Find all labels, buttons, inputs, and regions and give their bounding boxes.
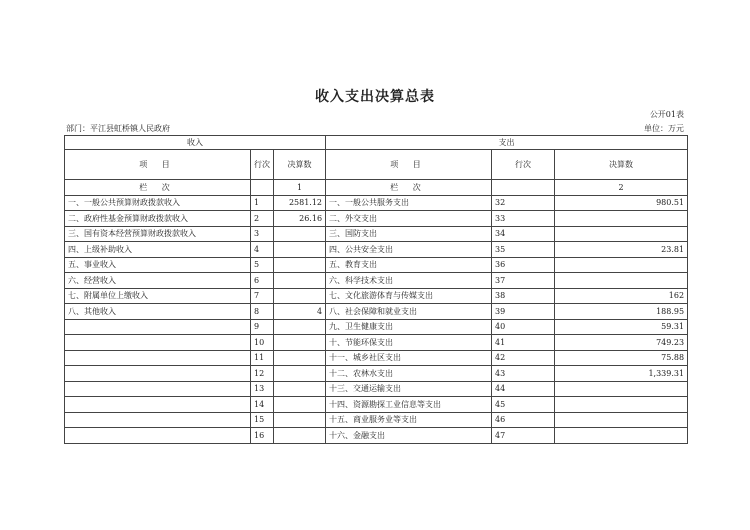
expense-item-cell: 八、社会保障和就业支出	[326, 304, 492, 320]
income-line-cell: 15	[251, 412, 274, 428]
expense-item-cell: 十、节能环保支出	[326, 335, 492, 351]
form-number: 公开01表	[649, 110, 684, 119]
expense-amount-cell	[555, 273, 688, 289]
income-line-cell: 1	[251, 195, 274, 211]
table-row	[65, 381, 688, 397]
expense-line-cell: 45	[492, 397, 555, 413]
expense-line-cell: 35	[492, 242, 555, 258]
income-item-cell	[65, 350, 251, 366]
income-item-cell: 二、政府性基金预算财政拨款收入	[65, 211, 251, 227]
table-row	[65, 195, 688, 211]
income-line-cell: 4	[251, 242, 274, 258]
expense-column-index: 2	[555, 180, 688, 196]
income-column-label: 栏 次	[65, 180, 251, 196]
income-item-cell: 八、其他收入	[65, 304, 251, 320]
income-line-cell: 13	[251, 381, 274, 397]
expense-line-cell: 39	[492, 304, 555, 320]
income-amount-cell	[274, 242, 326, 258]
expense-item-cell: 七、文化旅游体育与传媒支出	[326, 288, 492, 304]
table-row	[65, 242, 688, 258]
income-item-cell: 六、经营收入	[65, 273, 251, 289]
income-amount-cell	[274, 226, 326, 242]
income-line-cell: 3	[251, 226, 274, 242]
section-header-row	[65, 136, 688, 150]
income-amount-cell	[274, 257, 326, 273]
income-item-cell	[65, 319, 251, 335]
income-amount-cell	[274, 350, 326, 366]
expense-line-cell: 42	[492, 350, 555, 366]
expense-line-cell: 36	[492, 257, 555, 273]
expense-item-cell: 五、教育支出	[326, 257, 492, 273]
income-amount-cell	[274, 273, 326, 289]
income-amount-cell	[274, 366, 326, 382]
income-line-cell: 8	[251, 304, 274, 320]
expense-amount-cell: 23.81	[555, 242, 688, 258]
income-item-cell: 五、事业收入	[65, 257, 251, 273]
expense-line-cell: 38	[492, 288, 555, 304]
income-amount-cell	[274, 381, 326, 397]
expense-item-cell: 十六、金融支出	[326, 428, 492, 444]
expense-amount-cell: 162	[555, 288, 688, 304]
income-item-cell	[65, 335, 251, 351]
table-row	[65, 366, 688, 382]
expense-amount-cell	[555, 428, 688, 444]
expense-item-cell: 十五、商业服务业等支出	[326, 412, 492, 428]
budget-table	[64, 135, 688, 444]
expense-item-cell: 十二、农林水支出	[326, 366, 492, 382]
income-amount-cell	[274, 412, 326, 428]
income-item-cell: 四、上级补助收入	[65, 242, 251, 258]
table-row	[65, 350, 688, 366]
expense-line-cell: 44	[492, 381, 555, 397]
expense-line-cell: 41	[492, 335, 555, 351]
expense-amount-header: 决算数	[555, 150, 688, 180]
income-line-cell: 2	[251, 211, 274, 227]
department-label: 部门：平江县虹桥镇人民政府	[66, 124, 170, 133]
expense-amount-cell	[555, 257, 688, 273]
table-row	[65, 257, 688, 273]
expense-section-header: 支出	[326, 136, 688, 150]
income-item-cell	[65, 381, 251, 397]
income-amount-cell	[274, 397, 326, 413]
expense-amount-cell: 1,339.31	[555, 366, 688, 382]
expense-amount-cell	[555, 412, 688, 428]
expense-line-cell: 40	[492, 319, 555, 335]
income-item-cell: 一、一般公共预算财政拨款收入	[65, 195, 251, 211]
table-row	[65, 412, 688, 428]
income-line-cell: 14	[251, 397, 274, 413]
income-amount-cell	[274, 335, 326, 351]
expense-item-cell: 九、卫生健康支出	[326, 319, 492, 335]
income-item-cell: 七、附属单位上缴收入	[65, 288, 251, 304]
table-row	[65, 288, 688, 304]
table-row	[65, 273, 688, 289]
expense-item-cell: 六、科学技术支出	[326, 273, 492, 289]
table-row	[65, 226, 688, 242]
table-row	[65, 428, 688, 444]
table-row	[65, 397, 688, 413]
income-amount-cell: 26.16	[274, 211, 326, 227]
expense-amount-cell: 59.31	[555, 319, 688, 335]
expense-item-cell: 四、公共安全支出	[326, 242, 492, 258]
expense-line-cell: 43	[492, 366, 555, 382]
table-row	[65, 304, 688, 320]
expense-item-header: 项 目	[326, 150, 492, 180]
income-amount-cell	[274, 288, 326, 304]
expense-item-cell: 二、外交支出	[326, 211, 492, 227]
expense-item-cell: 十一、城乡社区支出	[326, 350, 492, 366]
income-line-cell: 6	[251, 273, 274, 289]
income-line-cell: 5	[251, 257, 274, 273]
expense-amount-cell: 749.23	[555, 335, 688, 351]
income-line-cell: 16	[251, 428, 274, 444]
column-header-row	[65, 150, 688, 180]
expense-amount-cell	[555, 211, 688, 227]
expense-amount-cell: 75.88	[555, 350, 688, 366]
expense-item-cell: 三、国防支出	[326, 226, 492, 242]
income-line-cell: 7	[251, 288, 274, 304]
unit-label: 单位：万元	[644, 124, 684, 133]
expense-amount-cell	[555, 397, 688, 413]
income-item-cell	[65, 412, 251, 428]
column-index-row	[65, 180, 688, 196]
expense-item-cell: 十四、资源勘探工业信息等支出	[326, 397, 492, 413]
income-column-index: 1	[274, 180, 326, 196]
expense-amount-cell	[555, 226, 688, 242]
table-row	[65, 335, 688, 351]
income-line-cell: 11	[251, 350, 274, 366]
income-section-header: 收入	[65, 136, 326, 150]
income-amount-cell	[274, 319, 326, 335]
expense-column-label: 栏 次	[326, 180, 492, 196]
income-line-cell: 10	[251, 335, 274, 351]
income-line-header: 行次	[251, 150, 274, 180]
income-item-cell	[65, 366, 251, 382]
expense-line-cell: 46	[492, 412, 555, 428]
expense-line-cell: 47	[492, 428, 555, 444]
expense-amount-cell: 188.95	[555, 304, 688, 320]
expense-amount-cell	[555, 381, 688, 397]
income-line-cell: 9	[251, 319, 274, 335]
income-amount-cell	[274, 428, 326, 444]
expense-line-header: 行次	[492, 150, 555, 180]
table-row	[65, 211, 688, 227]
expense-item-cell: 一、一般公共服务支出	[326, 195, 492, 211]
page-title: 收入支出决算总表	[315, 89, 435, 105]
expense-line-cell: 32	[492, 195, 555, 211]
income-item-cell	[65, 428, 251, 444]
expense-item-cell: 十三、交通运输支出	[326, 381, 492, 397]
table-row	[65, 319, 688, 335]
income-item-cell: 三、国有资本经营预算财政拨款收入	[65, 226, 251, 242]
income-item-header: 项 目	[65, 150, 251, 180]
income-amount-cell: 4	[274, 304, 326, 320]
expense-amount-cell: 980.51	[555, 195, 688, 211]
income-line-cell: 12	[251, 366, 274, 382]
expense-line-cell: 34	[492, 226, 555, 242]
income-item-cell	[65, 397, 251, 413]
income-amount-cell: 2581.12	[274, 195, 326, 211]
income-amount-header: 决算数	[274, 150, 326, 180]
expense-line-cell: 37	[492, 273, 555, 289]
expense-line-cell: 33	[492, 211, 555, 227]
